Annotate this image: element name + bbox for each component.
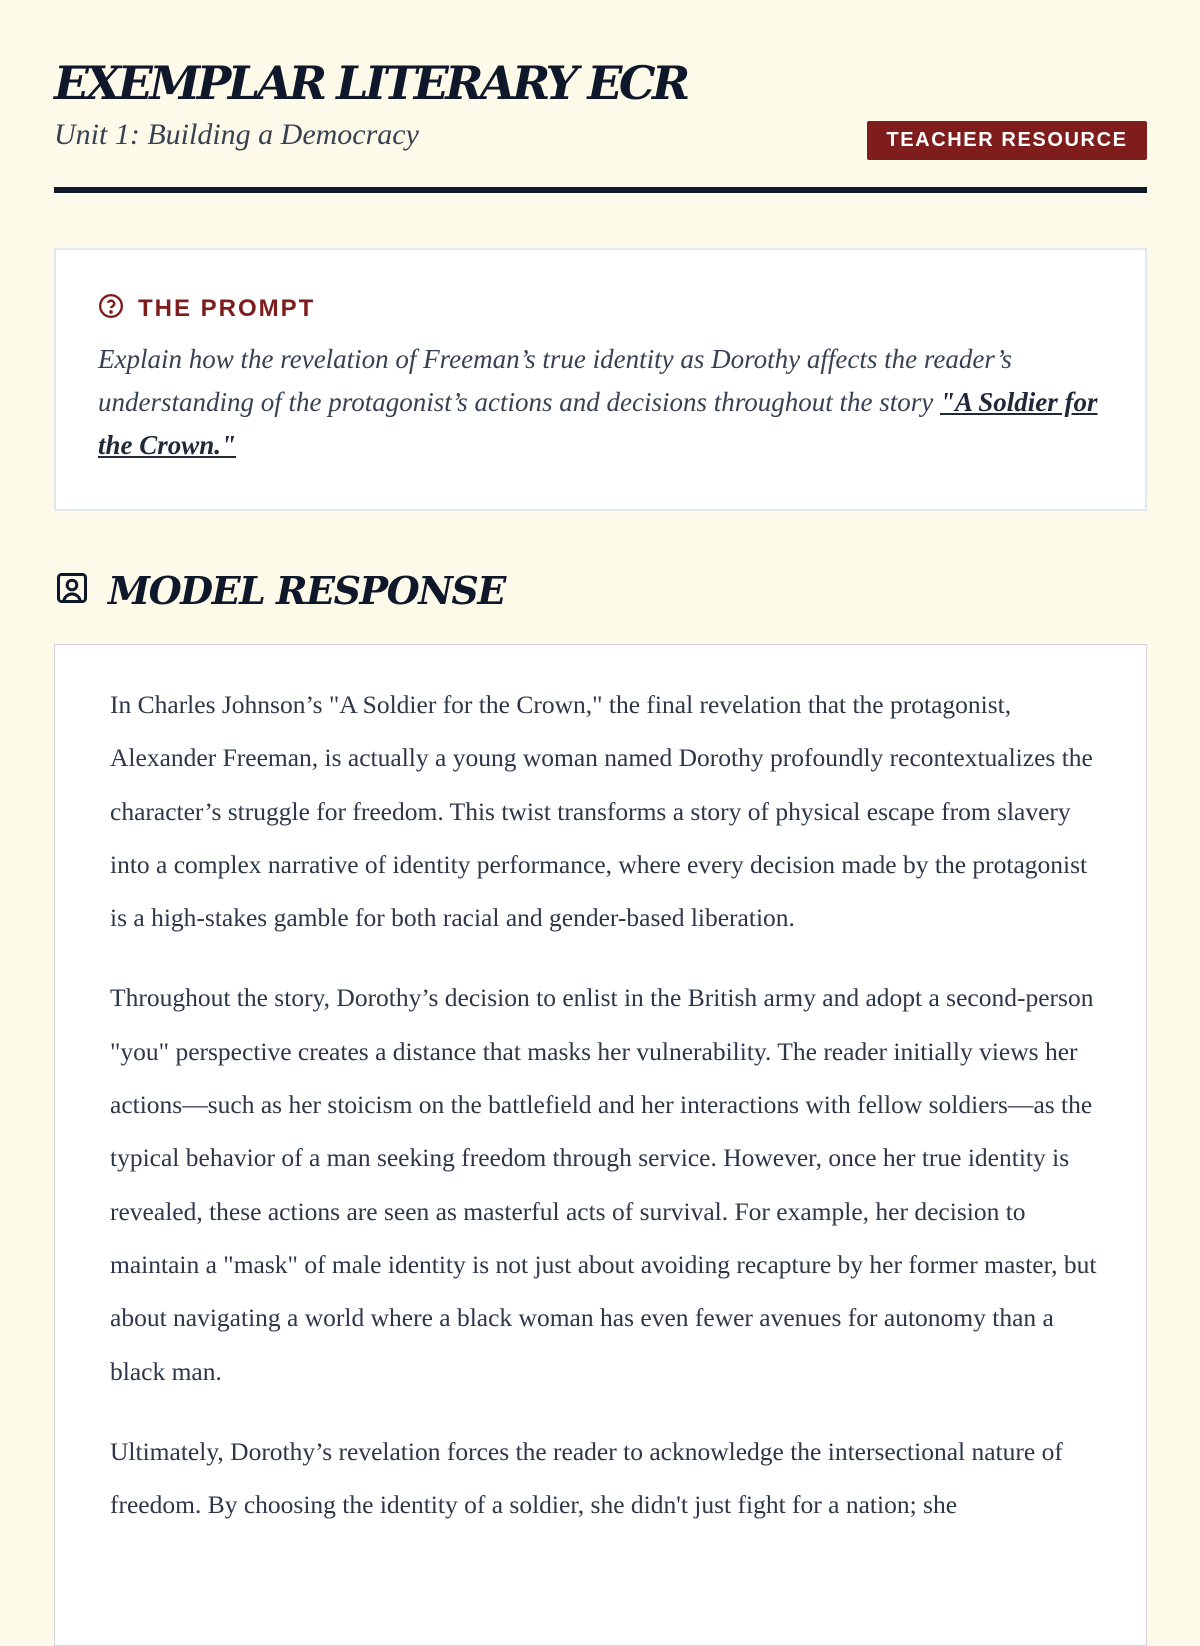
prompt-body: Explain how the revelation of Freeman’s true identity as Dorothy affects the reader’s understanding of the protagonist’s actions and decisions throughout the story (98, 344, 1012, 417)
prompt-heading (98, 293, 315, 324)
response-paragraph-2: Throughout the story, Dorothy’s decision to enlist in the British army and adopt a second-person "you" perspective creates a distance that masks her vulnerability. The reader initially views her actions—such as her stoicism on the battlefield and her interactions with fellow soldiers—as the typical behavior of a man seeking freedom through service. However, once her true identity is revealed, these actions are seen as masterful acts of survival. For example, her decision to maintain a "mask" of male identity is not just about avoiding recapture by her former master, but about navigating a world where a black woman has even fewer avenues for autonomy than a black man. (110, 983, 1097, 1386)
prompt-text (98, 338, 1098, 467)
question-circle-icon (98, 293, 124, 324)
user-square-icon (54, 570, 90, 611)
teacher-resource-badge: TEACHER RESOURCE (867, 121, 1147, 160)
prompt-label: THE PROMPT (138, 294, 316, 322)
prompt-card (54, 248, 1147, 511)
model-response-heading (54, 568, 505, 613)
response-paragraph-3: Ultimately, Dorothy’s revelation forces the reader to acknowledge the intersectional nature of freedom. By choosing the identity of a soldier, she didn't just fight for a nation; she (110, 1436, 1063, 1520)
page-title: EXEMPLAR LITERARY ECR (54, 56, 687, 110)
story-title-link[interactable]: "A Soldier for the Crown." (98, 387, 1098, 460)
page-subtitle: Unit 1: Building a Democracy (54, 118, 419, 151)
response-paragraph-1: In Charles Johnson’s "A Soldier for the Crown," the final revelation that the protagonist, Alexander Freeman, is actually a young woman named Dorothy profoundly recontextualizes the character’s struggle for freedom. This twist transforms a story of physical escape from slavery into a complex narrative of identity performance, where every decision made by the protagonist is a high-stakes gamble for both racial and gender-based liberation. (110, 690, 1093, 933)
model-response-card (54, 644, 1147, 1646)
header-divider (54, 187, 1147, 193)
response-body (110, 678, 1100, 1558)
model-response-label: MODEL RESPONSE (108, 568, 505, 613)
